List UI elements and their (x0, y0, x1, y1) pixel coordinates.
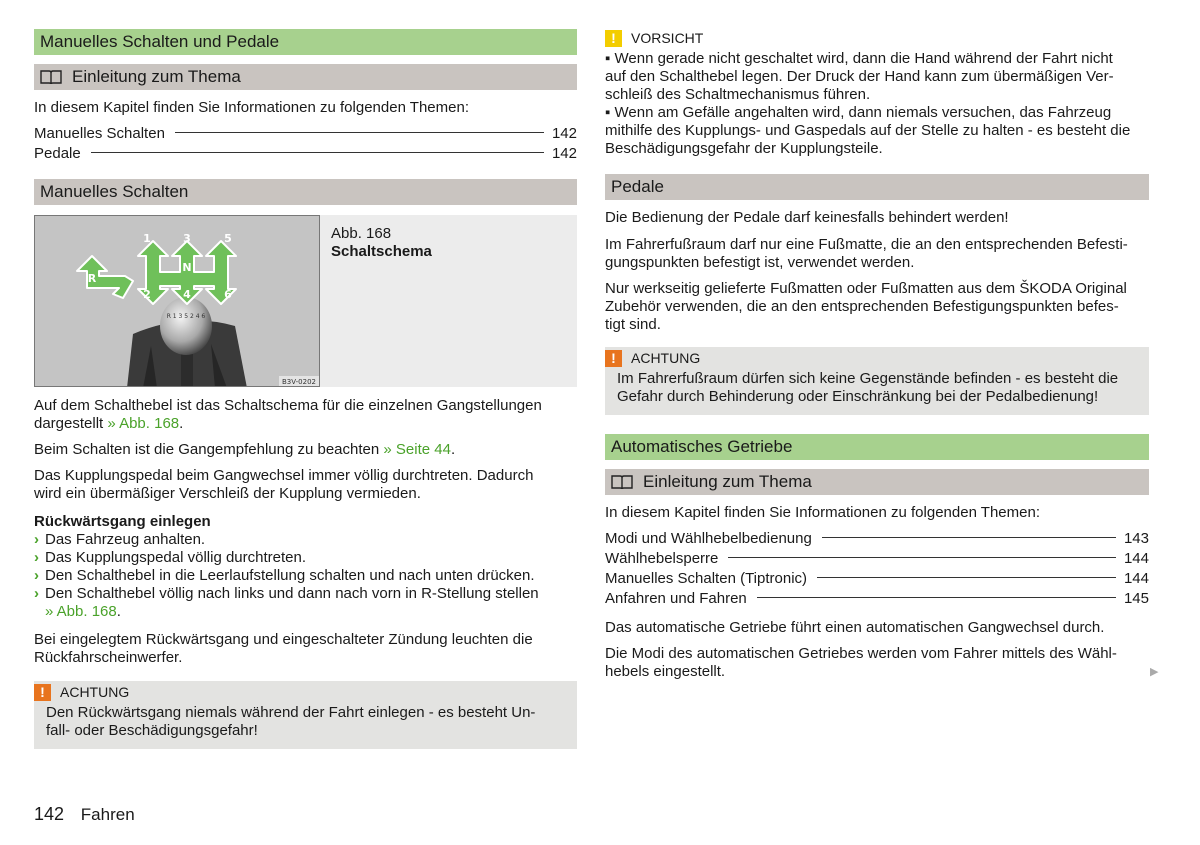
paragraph-floor-mat: Im Fahrerfußraum darf nur eine Fußmatte, die an den entsprechenden Befesti- gungspunkten befestigt ist, verwendet werden. (605, 236, 1128, 271)
chevron-right-icon: › (34, 585, 39, 602)
shift-pattern-image (34, 215, 320, 387)
step-item: › Das Kupplungspedal völlig durchtreten. (34, 549, 306, 566)
toc-leader (728, 557, 1116, 558)
section-title-pedals: Pedale (605, 174, 1149, 200)
paragraph-modes: Die Modi des automatischen Getriebes werden vom Fahrer mittels des Wähl- hebels eingestellt. (605, 645, 1117, 680)
square-bullet-icon: ▪ (605, 50, 611, 67)
section-title-manual-shifting: Manuelles Schalten und Pedale (34, 29, 577, 55)
toc-leader (757, 597, 1116, 598)
caution-text: ▪ Wenn gerade nicht geschaltet wird, dann die Hand während der Fahrt nicht auf den Schalthebel legen. Der Druck der Hand kann zum übermäßigen Ver- schleiß des Schaltmechanismus führen. ▪ Wenn am Gefälle angehalten wird, dann niemals versuchen, das Fahrzeug mithilfe des Kupplungs- und Gaspedals auf der Stelle zu halten - es besteht die Beschädigungsgefahr der Kupplungsteile. (605, 50, 1131, 157)
warning-icon: ! (34, 684, 51, 701)
intro-heading: Einleitung zum Thema (605, 469, 1149, 495)
toc-entry[interactable]: Pedale 142 (34, 145, 577, 162)
gear-label-4: 4 (183, 288, 191, 301)
step-item: › Das Fahrzeug anhalten. (34, 531, 206, 548)
toc-entry[interactable]: Wählhebelsperre 144 (605, 550, 1149, 567)
figure-link[interactable]: » Abb. 168 (45, 603, 117, 620)
book-icon (611, 474, 633, 490)
image-code: B3V-0202 (282, 378, 316, 386)
caution-header: ! VORSICHT (605, 29, 703, 47)
figure-caption: Schaltschema (331, 243, 432, 260)
figure-168 (34, 215, 577, 387)
intro-heading: Einleitung zum Thema (34, 64, 577, 90)
paragraph-gear-recommendation: Beim Schalten ist die Gangempfehlung zu beachten » Seite 44. (34, 441, 456, 458)
toc-leader (822, 537, 1116, 538)
warning-header: ! ACHTUNG (605, 348, 700, 368)
page-link[interactable]: » Seite 44 (383, 441, 451, 458)
figure-number: Abb. 168 (331, 225, 392, 242)
paragraph-automatic: Das automatische Getriebe führt einen automatischen Gangwechsel durch. (605, 619, 1105, 636)
toc-leader (175, 132, 544, 133)
paragraph-clutch: Das Kupplungspedal beim Gangwechsel immer völlig durchtreten. Dadurch wird ein übermäßiger Verschleiß der Kupplung vermieden. (34, 467, 534, 502)
warning-text: Den Rückwärtsgang niemals während der Fahrt einlegen - es besteht Un- fall- oder Beschädigungsgefahr! (46, 704, 536, 739)
toc-leader (817, 577, 1116, 578)
toc-leader (91, 152, 544, 153)
subsection-title-manual-shifting: Manuelles Schalten (34, 179, 577, 205)
warning-box (605, 347, 1149, 415)
section-title-automatic: Automatisches Getriebe (605, 434, 1149, 460)
page-number: 142 (34, 804, 65, 824)
warning-box (34, 681, 577, 749)
gear-label-2: 2 (143, 288, 151, 301)
gear-label-r: R (87, 272, 97, 285)
toc-entry[interactable]: Modi und Wählhebelbedienung 143 (605, 530, 1149, 547)
square-bullet-icon: ▪ (605, 104, 611, 121)
gear-label-n: N (182, 261, 192, 274)
page-footer (34, 805, 135, 824)
figure-link[interactable]: » Abb. 168 (107, 415, 180, 432)
continue-arrow-icon: ▶ (1150, 666, 1159, 678)
chevron-right-icon: › (34, 531, 39, 548)
warning-icon: ! (605, 350, 622, 367)
step-item: › Den Schalthebel in die Leerlaufstellung schalten und nach unten drücken. (34, 567, 535, 584)
caution-icon: ! (605, 30, 622, 47)
paragraph-reverse-lights: Bei eingelegtem Rückwärtsgang und eingeschalteter Zündung leuchten die Rückfahrscheinwerfer. (34, 631, 533, 666)
chevron-right-icon: › (34, 549, 39, 566)
gear-label-3: 3 (183, 232, 191, 245)
knob-marks: R 1 3 5 2 4 6 (166, 313, 206, 320)
toc-entry[interactable]: Manuelles Schalten (Tiptronic) 144 (605, 570, 1149, 587)
warning-header: ! ACHTUNG (34, 682, 129, 702)
toc-entry[interactable]: Manuelles Schalten 142 (34, 125, 577, 142)
shift-pattern-illustration (35, 216, 320, 387)
toc-entry[interactable]: Anfahren und Fahren 145 (605, 590, 1149, 607)
paragraph-original-mats: Nur werkseitig gelieferte Fußmatten oder Fußmatten aus dem ŠKODA Original Zubehör verwenden, die an den entsprechenden Befestigungspunkten befes- tigt sind. (605, 280, 1127, 333)
paragraph-pedals: Die Bedienung der Pedale darf keinesfalls behindert werden! (605, 209, 1009, 226)
warning-text: Im Fahrerfußraum dürfen sich keine Gegenstände befinden - es besteht die Gefahr durch Behinderung oder Einschränkung bei der Pedalbedienung! (617, 370, 1119, 405)
intro-text: In diesem Kapitel finden Sie Informationen zu folgenden Themen: (34, 99, 469, 116)
paragraph-shift-pattern: Auf dem Schalthebel ist das Schaltschema für die einzelnen Gangstellungen dargestellt » Abb. 168. (34, 397, 542, 432)
step-item: › Den Schalthebel völlig nach links und dann nach vorn in R-Stellung stellen (34, 585, 539, 602)
gear-label-1: 1 (143, 232, 151, 245)
chapter-name: Fahren (80, 805, 135, 824)
intro-text: In diesem Kapitel finden Sie Informationen zu folgenden Themen: (605, 504, 1040, 521)
book-icon (40, 69, 62, 85)
gear-knob (160, 297, 212, 355)
gear-label-5: 5 (224, 232, 232, 245)
reverse-heading: Rückwärtsgang einlegen (34, 513, 211, 530)
gear-label-6: 6 (224, 288, 232, 301)
step-link-line: » Abb. 168. (45, 603, 121, 620)
chevron-right-icon: › (34, 567, 39, 584)
